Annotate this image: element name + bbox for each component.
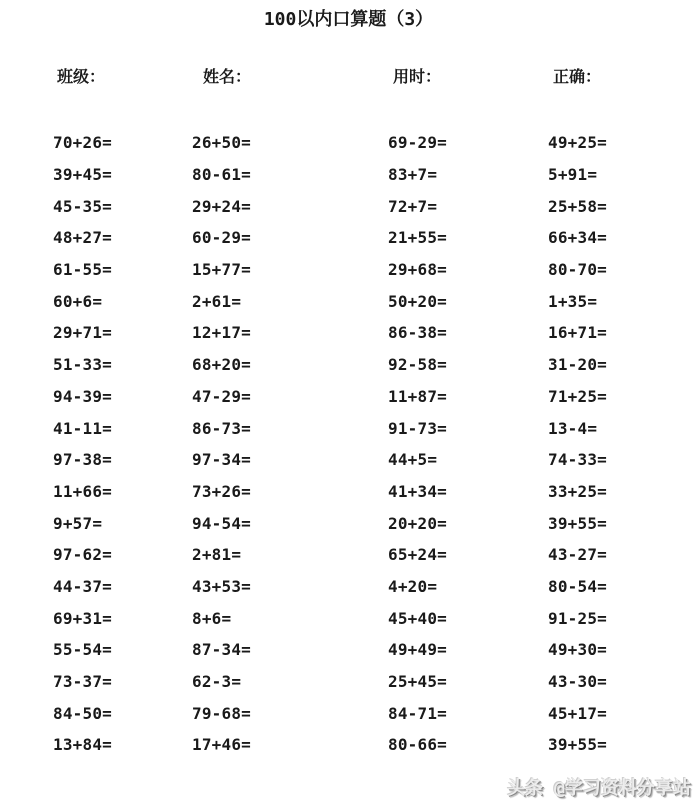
problem-cell: 60-29= <box>192 228 251 248</box>
problem-cell: 33+25= <box>548 481 607 501</box>
problem-cell: 61-55= <box>53 260 112 280</box>
problem-cell: 5+91= <box>548 165 598 185</box>
problem-cell: 69+31= <box>53 608 112 628</box>
problem-cell: 41-11= <box>53 418 112 438</box>
problems-grid <box>53 127 697 761</box>
problem-cell: 80-66= <box>388 735 447 755</box>
problem-cell: 49+49= <box>388 640 447 660</box>
problem-cell: 49+25= <box>548 133 607 153</box>
problem-cell: 60+6= <box>53 291 103 311</box>
problem-cell: 73+26= <box>192 481 251 501</box>
problem-cell: 92-58= <box>388 355 447 375</box>
field-name-label: 姓名： <box>203 67 252 86</box>
problem-cell: 13-4= <box>548 418 598 438</box>
problem-cell: 20+20= <box>388 513 447 533</box>
problem-cell: 4+20= <box>388 576 438 596</box>
problem-cell: 31-20= <box>548 355 607 375</box>
problem-cell: 43-27= <box>548 545 607 565</box>
problem-cell: 44+5= <box>388 450 438 470</box>
problem-cell: 74-33= <box>548 450 607 470</box>
problem-cell: 87-34= <box>192 640 251 660</box>
problem-cell: 45+17= <box>548 703 607 723</box>
problem-cell: 91-25= <box>548 608 607 628</box>
problem-cell: 86-38= <box>388 323 447 343</box>
problem-cell: 69-29= <box>388 133 447 153</box>
problem-cell: 79-68= <box>192 703 251 723</box>
problem-cell: 73-37= <box>53 672 112 692</box>
problem-cell: 26+50= <box>192 133 251 153</box>
problem-cell: 13+84= <box>53 735 112 755</box>
problem-cell: 83+7= <box>388 165 438 185</box>
problem-cell: 17+46= <box>192 735 251 755</box>
problem-cell: 62-3= <box>192 672 242 692</box>
problem-cell: 97-62= <box>53 545 112 565</box>
problem-cell: 25+45= <box>388 672 447 692</box>
problem-cell: 45+40= <box>388 608 447 628</box>
header-fields <box>0 64 697 88</box>
problem-cell: 97-38= <box>53 450 112 470</box>
problem-cell: 44-37= <box>53 576 112 596</box>
problem-cell: 39+55= <box>548 735 607 755</box>
problem-cell: 29+24= <box>192 196 251 216</box>
problem-cell: 2+81= <box>192 545 242 565</box>
problem-cell: 8+6= <box>192 608 232 628</box>
problem-cell: 80-61= <box>192 165 251 185</box>
problem-cell: 11+87= <box>388 386 447 406</box>
problem-cell: 80-54= <box>548 576 607 596</box>
problem-cell: 11+66= <box>53 481 112 501</box>
problem-cell: 39+55= <box>548 513 607 533</box>
problem-cell: 12+17= <box>192 323 251 343</box>
problem-cell: 51-33= <box>53 355 112 375</box>
problem-cell: 84-71= <box>388 703 447 723</box>
problem-cell: 2+61= <box>192 291 242 311</box>
problem-cell: 97-34= <box>192 450 251 470</box>
field-time-label: 用时： <box>393 67 442 86</box>
problem-cell: 21+55= <box>388 228 447 248</box>
problem-cell: 65+24= <box>388 545 447 565</box>
problem-cell: 72+7= <box>388 196 438 216</box>
problem-cell: 68+20= <box>192 355 251 375</box>
problem-cell: 86-73= <box>192 418 251 438</box>
problem-cell: 29+71= <box>53 323 112 343</box>
watermark-text: 头条 @学习资料分享站 <box>507 778 691 799</box>
problem-cell: 43+53= <box>192 576 251 596</box>
problem-cell: 16+71= <box>548 323 607 343</box>
problem-cell: 80-70= <box>548 260 607 280</box>
problem-cell: 94-54= <box>192 513 251 533</box>
problem-cell: 47-29= <box>192 386 251 406</box>
problem-cell: 49+30= <box>548 640 607 660</box>
problem-cell: 48+27= <box>53 228 112 248</box>
problem-cell: 50+20= <box>388 291 447 311</box>
problem-cell: 71+25= <box>548 386 607 406</box>
problem-cell: 15+77= <box>192 260 251 280</box>
problem-cell: 1+35= <box>548 291 598 311</box>
problem-cell: 25+58= <box>548 196 607 216</box>
problem-cell: 70+26= <box>53 133 112 153</box>
problem-cell: 84-50= <box>53 703 112 723</box>
problem-cell: 29+68= <box>388 260 447 280</box>
problem-cell: 41+34= <box>388 481 447 501</box>
field-class-label: 班级： <box>57 67 106 86</box>
field-correct-label: 正确： <box>553 67 602 86</box>
page-title: 100以内口算题（3） <box>263 9 434 30</box>
problem-cell: 45-35= <box>53 196 112 216</box>
problem-cell: 55-54= <box>53 640 112 660</box>
problem-cell: 39+45= <box>53 165 112 185</box>
problem-cell: 9+57= <box>53 513 103 533</box>
problem-cell: 94-39= <box>53 386 112 406</box>
problem-cell: 66+34= <box>548 228 607 248</box>
problem-cell: 91-73= <box>388 418 447 438</box>
problem-cell: 43-30= <box>548 672 607 692</box>
